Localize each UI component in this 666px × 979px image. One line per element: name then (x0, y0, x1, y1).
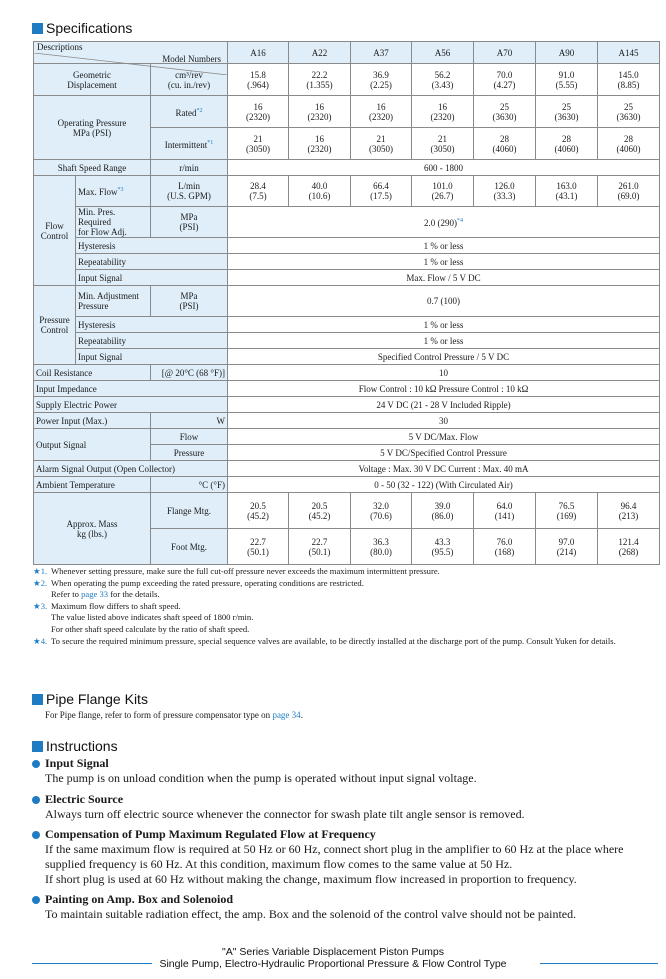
bullet-icon (32, 796, 40, 804)
table-cell: 126.0 (33.3) (474, 176, 536, 207)
output-flow-row (34, 429, 660, 445)
pres-hysteresis-row (34, 317, 660, 333)
output-pressure-value: 5 V DC/Specified Control Pressure (228, 445, 660, 461)
flow-repeatability-label: Repeatability (76, 254, 228, 270)
table-cell: 22.7 (50.1) (228, 529, 289, 565)
min-adj-row (34, 286, 660, 317)
flow-hysteresis-row (34, 238, 660, 254)
shaft-speed-value: 600 - 1800 (228, 160, 660, 176)
power-label: Power Input (Max.) (34, 413, 151, 429)
table-cell: 25 (3630) (474, 96, 536, 128)
min-pres-value: 2.0 $(290)^{*4}$ (228, 207, 660, 238)
output-flow-label: Flow (151, 429, 228, 445)
specifications-table (33, 41, 660, 565)
ambient-value: 0 - 50 (32 - 122) (With Circulated Air) (228, 477, 660, 493)
instructions-heading (32, 738, 118, 754)
table-cell: 16 (2320) (289, 96, 351, 128)
model-header: A145 (598, 42, 660, 64)
table-cell: 101.0 (26.7) (412, 176, 474, 207)
table-cell: 20.5 (45.2) (289, 493, 351, 529)
table-cell: 21 (3050) (228, 128, 289, 160)
max-flow-unit: L/min (U.S. GPM) (151, 176, 228, 207)
instruction-title: Painting on Amp. Box and Solenoiod (45, 892, 234, 906)
instruction-item (32, 756, 662, 786)
impedance-value: Flow Control : 10 kΩ Pressure Control : 10 kΩ (228, 381, 660, 397)
table-cell: 36.9 (2.25) (351, 64, 412, 96)
ambient-label: Ambient Temperature (34, 477, 151, 493)
power-unit: W (151, 413, 228, 429)
instruction-title: Compensation of Pump Maximum Regulated Flow at Frequency (45, 827, 376, 841)
table-cell: 96.4 (213) (598, 493, 660, 529)
geometric-label: Geometric Displacement (34, 64, 151, 96)
supply-value: 24 V DC (21 - 28 V Included Ripple) (228, 397, 660, 413)
section-square-icon (32, 694, 43, 705)
footnote-mark: ★3. (33, 600, 48, 611)
min-pres-row (34, 207, 660, 238)
max-flow-label: Max. Flow$^{*3}$ (76, 176, 151, 207)
table-cell: 28.4 (7.5) (228, 176, 289, 207)
coil-unit: [@ 20°C (68 °F)] (151, 365, 228, 381)
table-cell: 70.0 (4.27) (474, 64, 536, 96)
footnote (33, 566, 663, 578)
flow-hysteresis-label: Hysteresis (76, 238, 228, 254)
min-adj-value: 0.7 (100) (228, 286, 660, 317)
pressure-control-label: Pressure Control (34, 286, 76, 365)
pipe-flange-text: For Pipe flange, refer to form of pressure compensator type on page 34. (45, 710, 303, 720)
max-flow-row (34, 176, 660, 207)
operating-pressure-label: Operating Pressure MPa (PSI) (34, 96, 151, 160)
power-row (34, 413, 660, 429)
table-cell: 121.4 (268) (598, 529, 660, 565)
supply-label: Supply Electric Power (34, 397, 228, 413)
header-diagonal-cell (34, 42, 228, 64)
footnote-text: When operating the pump exceeding the rated pressure, operating conditions are restricted. Refer to page 33 for the details. (51, 577, 364, 600)
instruction-text: Always turn off electric source whenever the connector for swash plate tilt angle sensor is removed. (45, 807, 525, 821)
table-cell: 36.3 (80.0) (351, 529, 412, 565)
instruction-text: If short plug is used at 60 Hz without making the change, maximum flow increased in proportion to frequency. (45, 872, 577, 886)
table-cell: 261.0 (69.0) (598, 176, 660, 207)
intermittent-label: Intermittent$^{*1}$ (151, 128, 228, 160)
model-header: A56 (412, 42, 474, 64)
specifications-heading (32, 20, 132, 36)
pres-input-signal-value: Specified Control Pressure / 5 V DC (228, 349, 660, 365)
flow-input-signal-value: Max. Flow / 5 V DC (228, 270, 660, 286)
geometric-unit: cm³/rev (cu. in./rev) (151, 64, 228, 96)
footnote-text: To secure the required minimum pressure, special sequence valves are available, to be directly installed at the discharge port of the pump. Consult Yuken for details. (51, 635, 616, 646)
rated-label: Rated$^{*2}$ (151, 96, 228, 128)
instruction-title: Electric Source (45, 792, 124, 806)
pipe-flange-title: Pipe Flange Kits (46, 691, 148, 707)
table-cell: 66.4 (17.5) (351, 176, 412, 207)
pres-hysteresis-label: Hysteresis (76, 317, 228, 333)
table-cell: 21 (3050) (351, 128, 412, 160)
footnote (33, 636, 663, 648)
flow-control-label: Flow Control (34, 176, 76, 286)
footer-line-2: Single Pump, Electro-Hydraulic Proportional Pressure & Flow Control Type (159, 958, 507, 970)
model-header: A16 (228, 42, 289, 64)
flange-mass-row (34, 493, 660, 529)
pres-input-signal-label: Input Signal (76, 349, 228, 365)
table-cell: 22.2 (1.355) (289, 64, 351, 96)
table-cell: 39.0 (86.0) (412, 493, 474, 529)
shaft-speed-row (34, 160, 660, 176)
min-adj-label: Min. Adjustment Pressure (76, 286, 151, 317)
instruction-text: The pump is on unload condition when the pump is operated without input signal voltage. (45, 771, 477, 785)
section-square-icon (32, 23, 43, 34)
table-cell: 97.0 (214) (536, 529, 598, 565)
min-pres-unit: MPa (PSI) (151, 207, 228, 238)
min-pres-label: Min. Pres. Required for Flow Adj. (76, 207, 151, 238)
table-cell: 43.3 (95.5) (412, 529, 474, 565)
flow-repeatability-value: 1 % or less (228, 254, 660, 270)
footnote-mark: ★2. (33, 577, 48, 588)
foot-mtg-label: Foot Mtg. (151, 529, 228, 565)
coil-label: Coil Resistance (34, 365, 151, 381)
pres-repeatability-value: 1 % or less (228, 333, 660, 349)
instruction-text: To maintain suitable radiation effect, the amp. Box and the solenoid of the control valve should not be painted. (45, 907, 577, 921)
table-cell: 91.0 (5.55) (536, 64, 598, 96)
pres-repeatability-row (34, 333, 660, 349)
alarm-row (34, 461, 660, 477)
table-cell: 76.5 (169) (536, 493, 598, 529)
instruction-text: If the same maximum flow is required at 50 Hz or 60 Hz, connect short plug in the amplifier to 60 Hz at the place where supplied frequency is 60 Hz. At this condition, maximum flow comes to the same value at 50 Hz. (45, 842, 624, 871)
model-header: A37 (351, 42, 412, 64)
output-signal-label: Output Signal (34, 429, 151, 461)
bullet-icon (32, 760, 40, 768)
flow-hysteresis-value: 1 % or less (228, 238, 660, 254)
footnote-text: Maximum flow differs to shaft speed. The value listed above indicates shaft speed of 1800 r/min. For other shaft speed calculate by the ratio of shaft speed. (51, 600, 254, 634)
mass-label: Approx. Mass kg (lbs.) (34, 493, 151, 565)
footnote-mark: ★4. (33, 635, 48, 646)
descriptions-label: Descriptions (37, 41, 83, 52)
flow-repeatability-row (34, 254, 660, 270)
instruction-item (32, 827, 662, 887)
alarm-label: Alarm Signal Output (Open Collector) (34, 461, 228, 477)
table-cell: 28 (4060) (536, 128, 598, 160)
power-value: 30 (228, 413, 660, 429)
pres-input-signal-row (34, 349, 660, 365)
table-cell: 64.0 (141) (474, 493, 536, 529)
footnote (33, 601, 663, 636)
table-cell: 16 (2320) (228, 96, 289, 128)
alarm-value: Voltage : Max. 30 V DC Current : Max. 40 mA (228, 461, 660, 477)
model-numbers-label: Model Numbers (162, 53, 222, 64)
output-pressure-label: Pressure (151, 445, 228, 461)
instruction-title: Input Signal (45, 756, 109, 770)
table-cell: 32.0 (70.6) (351, 493, 412, 529)
footnote-text: Whenever setting pressure, make sure the full cut-off pressure never exceeds the maximum intermittent pressure. (51, 566, 440, 576)
bullet-icon (32, 831, 40, 839)
footnote (33, 578, 663, 601)
instruction-item (32, 792, 662, 822)
min-adj-unit: MPa (PSI) (151, 286, 228, 317)
flow-input-signal-row (34, 270, 660, 286)
pipe-flange-heading (32, 691, 148, 707)
shaft-speed-unit: r/min (151, 160, 228, 176)
table-cell: 16 (2320) (289, 128, 351, 160)
instructions-title: Instructions (46, 738, 118, 754)
supply-row (34, 397, 660, 413)
footnote-mark: ★1. (33, 566, 48, 576)
model-header: A70 (474, 42, 536, 64)
output-flow-value: 5 V DC/Max. Flow (228, 429, 660, 445)
table-cell: 25 (3630) (536, 96, 598, 128)
footer-line-1: "A" Series Variable Displacement Piston Pumps (221, 946, 445, 958)
coil-row (34, 365, 660, 381)
table-cell: 40.0 (10.6) (289, 176, 351, 207)
page-33-link[interactable]: page 33 (81, 589, 109, 600)
model-header: A22 (289, 42, 351, 64)
table-cell: 163.0 (43.1) (536, 176, 598, 207)
footnotes (33, 566, 663, 647)
shaft-speed-label: Shaft Speed Range (34, 160, 151, 176)
bullet-icon (32, 896, 40, 904)
specifications-title: Specifications (46, 20, 133, 36)
table-cell: 21 (3050) (412, 128, 474, 160)
table-cell: 15.8 (.964) (228, 64, 289, 96)
table-cell: 56.2 (3.43) (412, 64, 474, 96)
table-cell: 28 (4060) (474, 128, 536, 160)
impedance-row (34, 381, 660, 397)
page-34-link[interactable]: page 34 (272, 710, 301, 720)
pres-hysteresis-value: 1 % or less (228, 317, 660, 333)
flange-mtg-label: Flange Mtg. (151, 493, 228, 529)
ambient-row (34, 477, 660, 493)
table-cell: 28 (4060) (598, 128, 660, 160)
flow-input-signal-label: Input Signal (76, 270, 228, 286)
ambient-unit: °C (°F) (151, 477, 228, 493)
table-cell: 76.0 (168) (474, 529, 536, 565)
table-cell: 16 (2320) (351, 96, 412, 128)
table-cell: 25 (3630) (598, 96, 660, 128)
model-header: A90 (536, 42, 598, 64)
pres-repeatability-label: Repeatability (76, 333, 228, 349)
section-square-icon (32, 741, 43, 752)
table-cell: 22.7 (50.1) (289, 529, 351, 565)
page-footer (0, 944, 666, 974)
header-row (34, 42, 660, 64)
table-cell: 16 (2320) (412, 96, 474, 128)
coil-value: 10 (228, 365, 660, 381)
table-cell: 20.5 (45.2) (228, 493, 289, 529)
impedance-label: Input Impedance (34, 381, 228, 397)
rated-pressure-row (34, 96, 660, 128)
table-cell: 145.0 (8.85) (598, 64, 660, 96)
instruction-item (32, 892, 662, 922)
